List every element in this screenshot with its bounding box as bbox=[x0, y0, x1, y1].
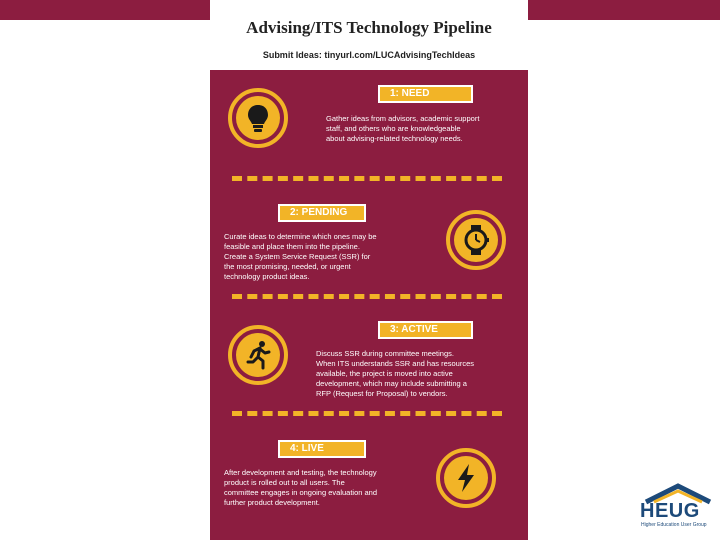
step-1-line: Gather ideas from advisors, academic support bbox=[326, 114, 480, 123]
watch-icon bbox=[460, 224, 492, 256]
step-2-text bbox=[224, 232, 424, 282]
step-4-line: further product development. bbox=[224, 498, 320, 507]
step-4-label bbox=[278, 440, 366, 458]
step-4-line: product is rolled out to all users. The bbox=[224, 478, 345, 487]
step-3-line: Discuss SSR during committee meetings. bbox=[316, 349, 454, 358]
lightbulb-icon bbox=[242, 102, 274, 134]
step-1-label-text: 1: NEED bbox=[390, 88, 430, 99]
divider bbox=[232, 294, 502, 299]
heug-logo-subtext: Higher Education User Group bbox=[641, 522, 707, 528]
step-4-line: committee engages in ongoing evaluation and bbox=[224, 488, 378, 497]
step-1-label bbox=[378, 85, 473, 103]
step-1-icon-circle bbox=[228, 88, 288, 148]
step-4-text bbox=[224, 468, 424, 508]
step-3-line: RFP (Request for Proposal) to vendors. bbox=[316, 389, 448, 398]
step-4-label-text: 4: LIVE bbox=[290, 443, 324, 454]
top-bar-left bbox=[0, 0, 210, 20]
step-3-icon-circle bbox=[228, 325, 288, 385]
running-person-icon bbox=[242, 339, 274, 371]
step-4-icon-circle bbox=[436, 448, 496, 508]
step-2-line: feasible and place them into the pipeline. bbox=[224, 242, 360, 251]
pipeline-infographic bbox=[210, 0, 528, 540]
step-2-line: Create a System Service Request (SSR) for bbox=[224, 252, 371, 261]
infographic-title: Advising/ITS Technology Pipeline bbox=[246, 18, 492, 37]
lightning-bolt-icon bbox=[450, 462, 482, 494]
top-bar-right bbox=[528, 0, 720, 20]
step-1-line: staff, and others who are knowledgeable bbox=[326, 124, 461, 133]
step-2-line: Curate ideas to determine which ones may be bbox=[224, 232, 377, 241]
step-2-label-text: 2: PENDING bbox=[290, 207, 348, 218]
step-3-line: development, which may include submitting a bbox=[316, 379, 467, 388]
divider bbox=[232, 176, 502, 181]
step-3-line: When ITS understands SSR and has resources bbox=[316, 359, 474, 368]
step-3-label bbox=[378, 321, 473, 339]
submit-ideas-text: Submit Ideas: tinyurl.com/LUCAdvisingTechIdeas bbox=[262, 50, 476, 60]
step-2-line: the most promising, needed, or urgent bbox=[224, 262, 351, 271]
step-1-line: about advising-related technology needs. bbox=[326, 134, 463, 143]
step-2-icon-circle bbox=[446, 210, 506, 270]
step-2-label bbox=[278, 204, 366, 222]
step-2-line: technology product ideas. bbox=[224, 272, 310, 281]
step-3-line: available, the project is moved into active bbox=[316, 369, 453, 378]
step-1-text bbox=[326, 114, 526, 144]
infographic-header bbox=[210, 0, 528, 70]
divider bbox=[232, 411, 502, 416]
heug-logo-text: HEUG bbox=[640, 500, 700, 522]
step-3-label-text: 3: ACTIVE bbox=[390, 324, 438, 335]
step-3-text bbox=[316, 349, 526, 399]
step-4-line: After development and testing, the technology bbox=[224, 468, 377, 477]
